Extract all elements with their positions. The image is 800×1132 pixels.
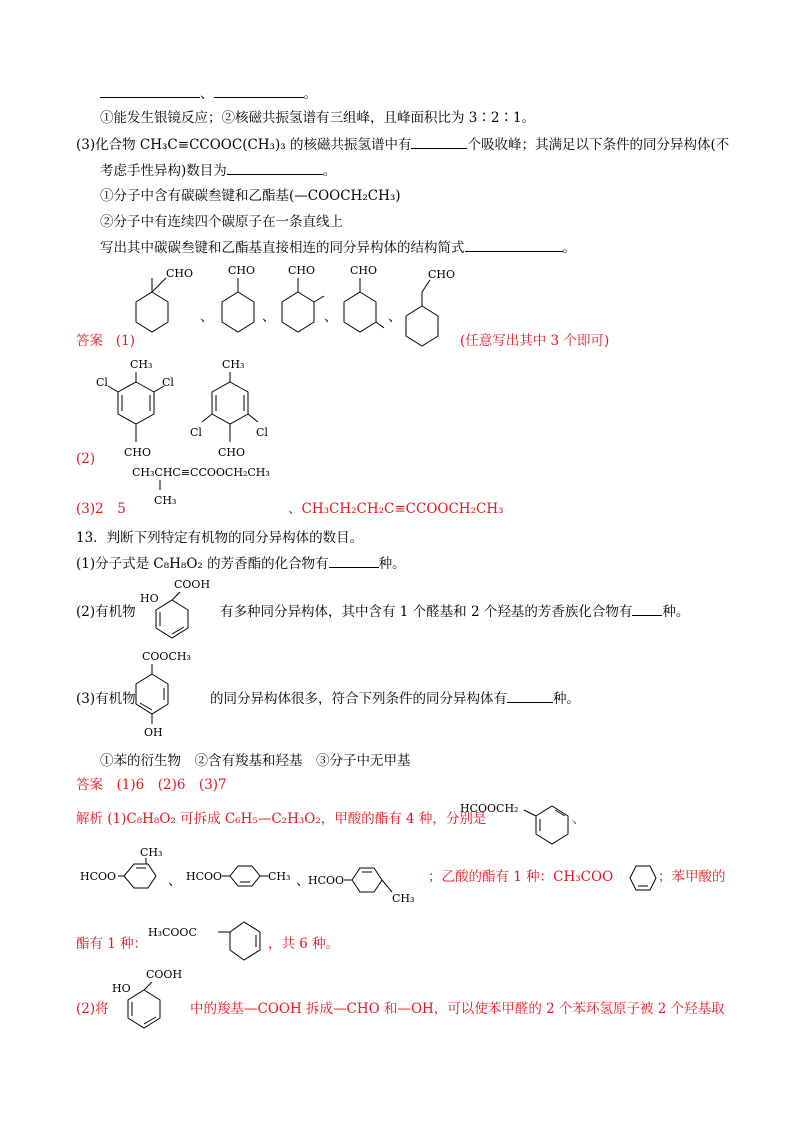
benzaldehyde-dichloro-methyl-structure-2 <box>186 356 286 466</box>
q13-title: 13．判断下列特定有机物的同分异构体的数目。 <box>76 530 364 546</box>
svg-text:OH: OH <box>144 726 163 739</box>
q12-condition-2: ②分子中有连续四个碳原子在一条直线上 <box>100 214 343 230</box>
q12-condition-1: ①分子中含有碳碳叁键和乙酯基(—COOCH₂CH₃) <box>100 188 401 204</box>
svg-text:CHO: CHO <box>288 264 316 277</box>
methyl-hydroxybenzoate-structure <box>138 648 208 740</box>
svg-text:COOH: COOH <box>174 578 211 591</box>
analysis-part2-label: (2)将 <box>76 1001 109 1017</box>
svg-text:HO: HO <box>112 982 131 995</box>
svg-text:CH₃: CH₃ <box>130 358 153 371</box>
analysis-line5: ，共 6 种。 <box>268 936 340 952</box>
answer-12-part3-tail: 、CH₃CH₂CH₂C≡CCOOCH₂CH₃ <box>288 501 504 517</box>
answer-blank[interactable] <box>465 239 563 252</box>
answer-blank[interactable] <box>632 603 662 616</box>
svg-text:CH₃CHC≡CCOOCH₂CH₃: CH₃CHC≡CCOOCH₂CH₃ <box>132 466 270 479</box>
answer-12-part2: (2) <box>76 451 96 467</box>
methyl-benzoate-structure <box>148 916 278 956</box>
svg-text:CHO: CHO <box>166 267 194 280</box>
svg-text:CH₃: CH₃ <box>268 870 291 883</box>
q13-part2: (2)有机物 <box>76 604 136 620</box>
q12-condition-3: 写出其中碳碳叁键和乙酯基直接相连的同分异构体的结构简式 。 <box>100 240 576 256</box>
svg-text:CHO: CHO <box>218 446 246 459</box>
answer-12-part3: (3)2 5 <box>76 501 126 517</box>
q12-condition-text: ①能发生银镜反应；②核磁共振氢谱有三组峰，且峰面积比为 3∶2∶1。 <box>100 110 536 126</box>
analysis-part2-text: 中的羧基—COOH 拆成—CHO 和—OH，可以使苯甲醛的 2 个苯环氢原子被 2 个羟基取 <box>190 1001 725 1017</box>
svg-text:Cl: Cl <box>96 376 108 389</box>
tolyl-formate-ortho-structure <box>80 846 170 896</box>
q12-part3-line2: 考虑手性异构)数目为 。 <box>100 163 337 179</box>
q13-part2-text: 有多种同分异构体，其中含有 1 个醛基和 2 个羟基的芳香族化合物有 种。 <box>220 604 690 620</box>
svg-text:CH₃: CH₃ <box>154 494 177 507</box>
benzyl-formate-structure <box>460 800 580 840</box>
svg-text:Cl: Cl <box>256 426 268 439</box>
analysis-line2: ；乙酸的酯有 1 种：CH₃COO <box>428 869 614 885</box>
q13-answer: 答案 (1)6 (2)6 (3)7 <box>76 777 227 793</box>
tolyl-formate-meta-structure <box>186 856 306 896</box>
benzene-ring-structure <box>622 862 662 894</box>
cyclohexane-structure-1 <box>130 262 194 332</box>
svg-text:Cl: Cl <box>162 376 174 389</box>
svg-text:CH₃: CH₃ <box>392 892 415 905</box>
svg-text:CHO: CHO <box>428 268 456 281</box>
answer-12-note: (任意写出其中 3 个即可) <box>460 333 610 349</box>
svg-text:HCOO: HCOO <box>80 870 117 883</box>
svg-text:HCOO: HCOO <box>308 874 345 887</box>
svg-text:HCOOCH₂: HCOOCH₂ <box>460 802 519 815</box>
answer-blank[interactable] <box>507 690 553 703</box>
alkyne-ester-structure <box>132 466 292 506</box>
svg-text:CHO: CHO <box>228 264 256 277</box>
q12-part3-line1: (3)化合物 CH₃C≡CCOOC(CH₃)₃ 的核磁共振氢谱中有 个吸收峰；其满足以下条件的同分异构体(不 <box>76 137 730 153</box>
analysis-line3: ；苯甲酸的 <box>658 869 726 885</box>
analysis-line4: 酯有 1 种： <box>76 936 148 952</box>
answer-12-part1: 答案 (1) <box>76 333 135 349</box>
q12-blanks-line: 、 。 <box>100 85 317 103</box>
q13-part3: (3)有机物 <box>76 691 136 707</box>
answer-blank[interactable] <box>100 85 200 98</box>
svg-text:Cl: Cl <box>190 426 202 439</box>
answer-blank[interactable] <box>214 85 304 98</box>
analysis-line1: 解析 (1)C₈H₈O₂ 可拆成 C₆H₅—C₂H₃O₂，甲酸的酯有 4 种，分别是 <box>76 811 487 827</box>
svg-text:CHO: CHO <box>124 446 152 459</box>
svg-text:COOCH₃: COOCH₃ <box>142 650 191 663</box>
benzaldehyde-dichloro-methyl-structure-1 <box>92 356 192 466</box>
answer-blank[interactable] <box>329 555 379 568</box>
answer-blank[interactable] <box>227 162 323 175</box>
tolyl-formate-para-structure <box>308 856 428 905</box>
cyclohexane-structure-5 <box>400 266 460 346</box>
svg-text:CH₃: CH₃ <box>222 358 245 371</box>
svg-text:HO: HO <box>140 592 159 605</box>
svg-text:CHO: CHO <box>350 264 378 277</box>
salicylic-acid-structure <box>140 578 210 638</box>
q13-part1: (1)分子式是 C₈H₈O₂ 的芳香酯的化合物有 种。 <box>76 556 406 572</box>
svg-text:CH₃: CH₃ <box>140 846 163 859</box>
q13-part3-text: 的同分异构体很多，符合下列条件的同分异构体有 种。 <box>210 691 580 707</box>
answer-blank[interactable] <box>411 136 467 149</box>
q13-conditions: ①苯的衍生物 ②含有羧基和羟基 ③分子中无甲基 <box>100 753 411 769</box>
svg-text:HCOO: HCOO <box>186 870 223 883</box>
svg-text:COOH: COOH <box>146 968 183 981</box>
salicylic-acid-structure-2 <box>112 968 182 1028</box>
svg-text:H₃COOC: H₃COOC <box>148 926 197 939</box>
